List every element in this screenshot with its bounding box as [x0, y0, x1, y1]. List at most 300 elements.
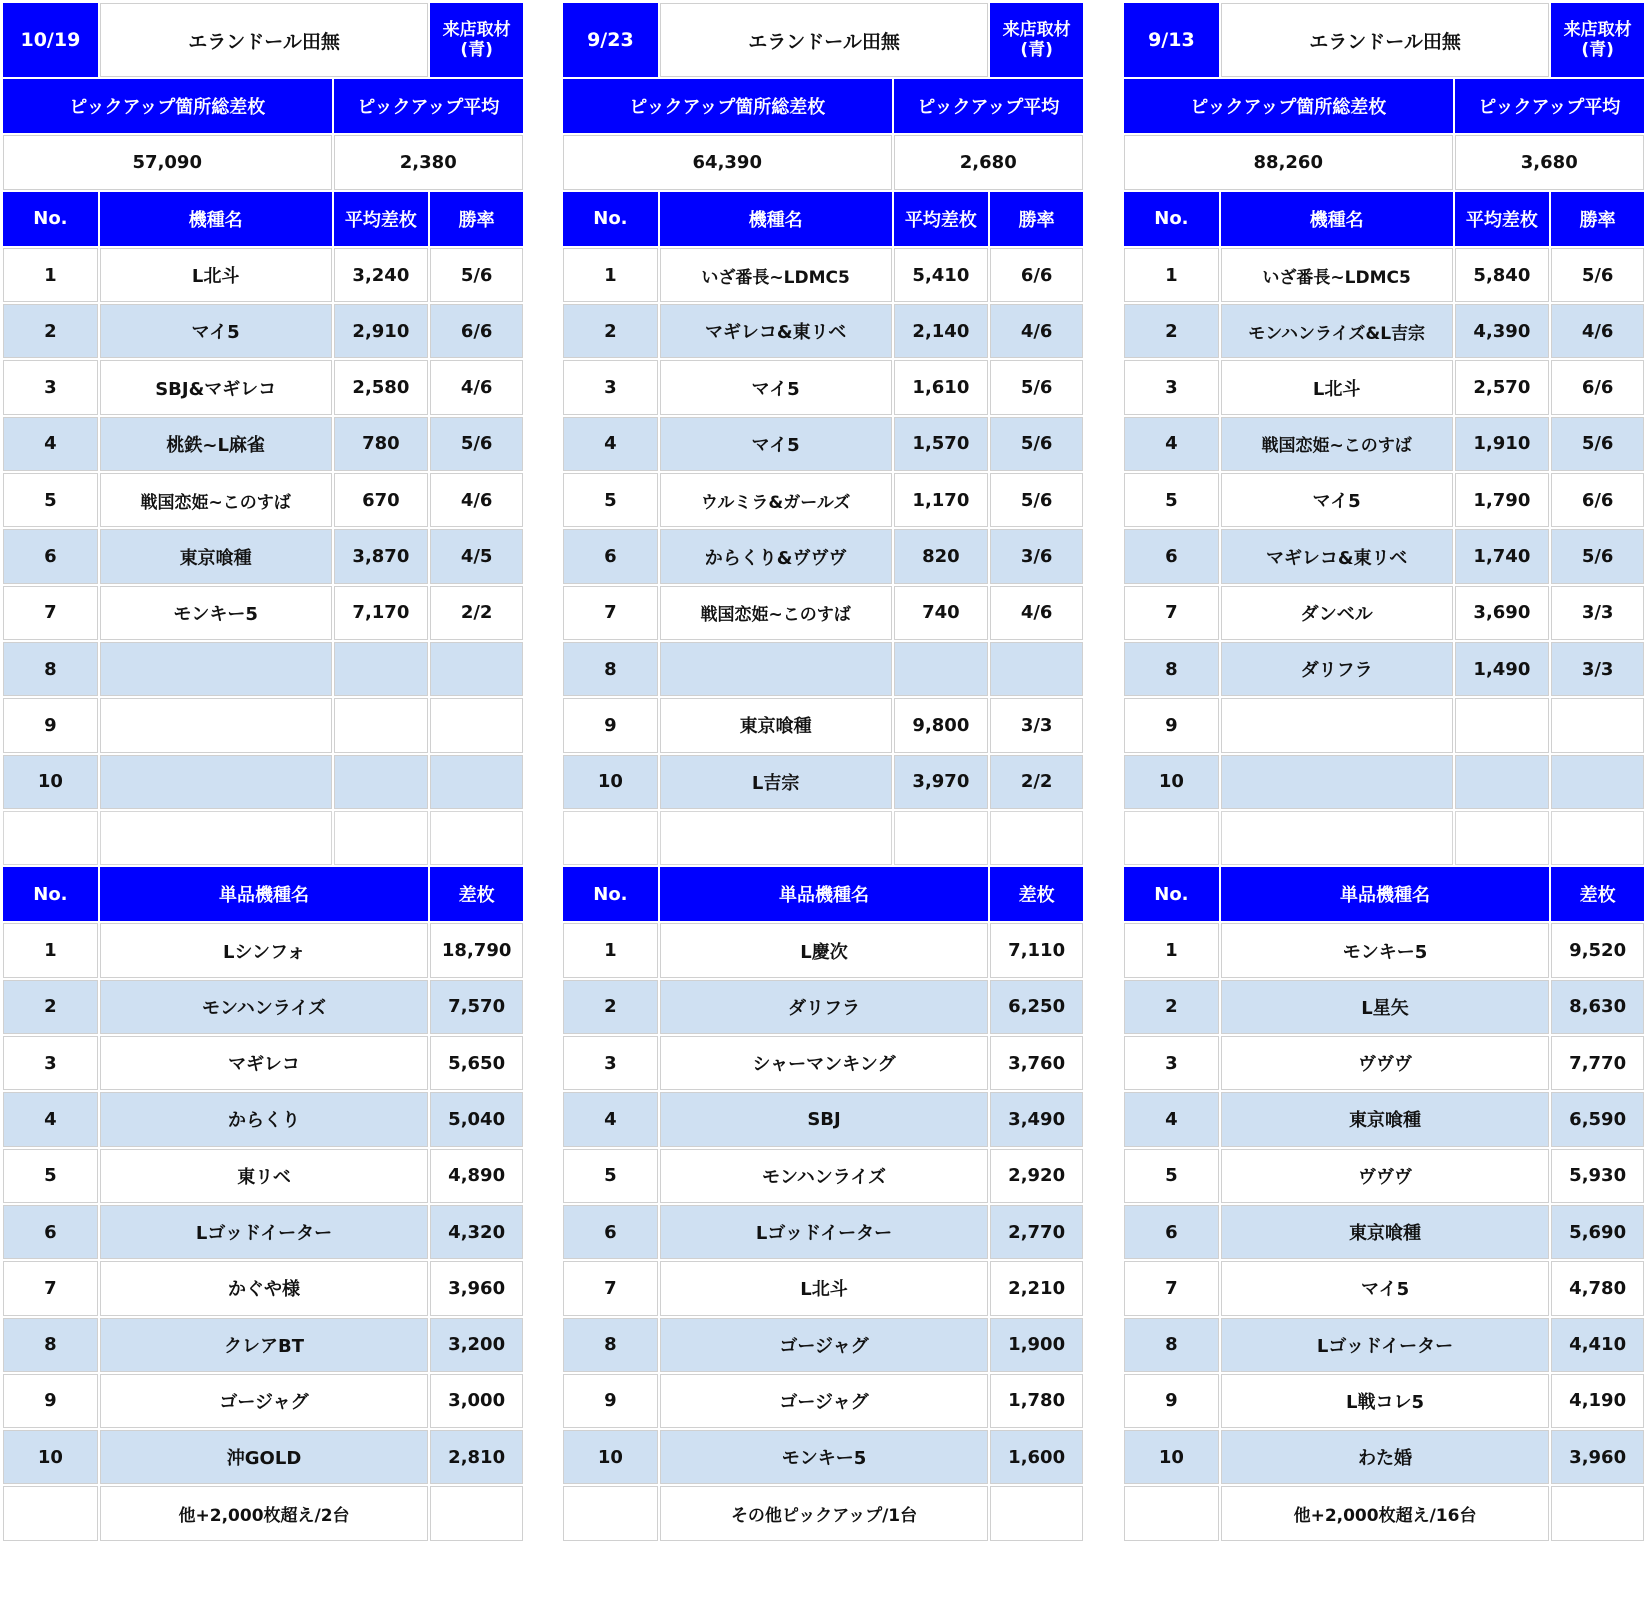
table-row — [3, 980, 523, 1034]
row-no: 8 — [563, 1318, 658, 1372]
win-rate: 4/5 — [430, 529, 523, 583]
single-model-name: L戦コレ5 — [1221, 1374, 1550, 1428]
single-model-name: モンハンライズ — [660, 1149, 989, 1203]
row-no: 5 — [3, 473, 98, 527]
single-model-name: ダリフラ — [660, 980, 989, 1034]
header-no: No. — [3, 192, 98, 246]
row-no: 7 — [1124, 586, 1219, 640]
model-name — [1221, 755, 1453, 809]
table-row — [3, 417, 523, 471]
table-row — [1124, 1205, 1644, 1259]
model-name: モンキー5 — [100, 586, 332, 640]
diff-value: 2,770 — [990, 1205, 1083, 1259]
single-model-name: L北斗 — [660, 1261, 989, 1315]
single-model-name: Lゴッドイーター — [660, 1205, 989, 1259]
header-single-model: 単品機種名 — [1221, 867, 1550, 921]
single-model-name: からくり — [100, 1092, 429, 1146]
diff-value: 3,760 — [990, 1036, 1083, 1090]
avg-diff — [1455, 755, 1550, 809]
table-row — [3, 1092, 523, 1146]
summary-header-total: ピックアップ箇所総差枚 — [3, 79, 332, 133]
table-row — [563, 1261, 1083, 1315]
win-rate: 5/6 — [430, 248, 523, 302]
single-model-name: 沖GOLD — [100, 1430, 429, 1484]
avg-diff: 5,840 — [1455, 248, 1550, 302]
avg-diff: 1,790 — [1455, 473, 1550, 527]
header-model: 機種名 — [1221, 192, 1453, 246]
row-no: 2 — [1124, 980, 1219, 1034]
avg-diff: 3,970 — [894, 755, 989, 809]
win-rate: 6/6 — [1551, 360, 1644, 414]
empty-cell — [894, 811, 989, 865]
win-rate: 5/6 — [990, 360, 1083, 414]
table-row — [3, 304, 523, 358]
model-name: マイ5 — [100, 304, 332, 358]
row-no: 8 — [3, 642, 98, 696]
tag-line: (青) — [1020, 40, 1053, 60]
model-name: 桃鉄~L麻雀 — [100, 417, 332, 471]
diff-value: 9,520 — [1551, 923, 1644, 977]
diff-value: 1,600 — [990, 1430, 1083, 1484]
empty-cell — [563, 811, 658, 865]
table-row — [563, 1374, 1083, 1428]
diff-value: 2,920 — [990, 1149, 1083, 1203]
row-no: 5 — [3, 1149, 98, 1203]
table-row — [1124, 473, 1644, 527]
table-row — [563, 586, 1083, 640]
model-name: モンハンライズ&L吉宗 — [1221, 304, 1453, 358]
row-no: 10 — [563, 1430, 658, 1484]
empty-cell — [1455, 811, 1550, 865]
summary-header-total: ピックアップ箇所総差枚 — [1124, 79, 1453, 133]
model-name — [100, 642, 332, 696]
header-single-model: 単品機種名 — [660, 867, 989, 921]
tag-line: (青) — [460, 40, 493, 60]
diff-value: 2,810 — [430, 1430, 523, 1484]
model-name — [100, 698, 332, 752]
row-no: 9 — [563, 1374, 658, 1428]
win-rate: 4/6 — [990, 586, 1083, 640]
row-no: 7 — [3, 1261, 98, 1315]
single-model-name: わた婚 — [1221, 1430, 1550, 1484]
diff-value: 3,490 — [990, 1092, 1083, 1146]
footer-note: 他+2,000枚超え/2台 — [100, 1486, 429, 1540]
empty-cell — [430, 1486, 523, 1540]
model-name: 戦国恋姫~このすば — [660, 586, 892, 640]
row-no: 3 — [1124, 360, 1219, 414]
table-row — [563, 1205, 1083, 1259]
summary-value-total: 88,260 — [1124, 135, 1453, 189]
diff-value: 3,200 — [430, 1318, 523, 1372]
table-row — [1124, 248, 1644, 302]
avg-diff: 2,140 — [894, 304, 989, 358]
footer-note: その他ピックアップ/1台 — [660, 1486, 989, 1540]
row-no: 2 — [3, 304, 98, 358]
table-row — [1124, 417, 1644, 471]
table-row — [563, 1430, 1083, 1484]
model-name — [1221, 698, 1453, 752]
single-model-name: ヴヴヴ — [1221, 1036, 1550, 1090]
tag-line: 来店取材 — [1002, 20, 1071, 40]
diff-value: 4,890 — [430, 1149, 523, 1203]
row-no: 4 — [3, 417, 98, 471]
single-model-name: 東京喰種 — [1221, 1092, 1550, 1146]
table-row — [1124, 1374, 1644, 1428]
avg-diff: 1,170 — [894, 473, 989, 527]
win-rate: 3/6 — [990, 529, 1083, 583]
row-no: 2 — [563, 304, 658, 358]
table-row — [1124, 529, 1644, 583]
row-no: 6 — [3, 1205, 98, 1259]
summary-value-average: 2,380 — [334, 135, 524, 189]
footer-note: 他+2,000枚超え/16台 — [1221, 1486, 1550, 1540]
win-rate — [430, 698, 523, 752]
table-row — [563, 360, 1083, 414]
single-model-name: モンキー5 — [1221, 923, 1550, 977]
avg-diff: 9,800 — [894, 698, 989, 752]
row-no: 5 — [1124, 473, 1219, 527]
date-cell: 9/23 — [563, 3, 658, 77]
panel-9-13 — [1124, 3, 1648, 1541]
summary-value-average: 2,680 — [894, 135, 1084, 189]
results-table — [561, 1, 1085, 1543]
row-no: 9 — [1124, 698, 1219, 752]
avg-diff: 780 — [334, 417, 429, 471]
empty-cell — [100, 811, 332, 865]
empty-cell — [1124, 811, 1219, 865]
table-row — [563, 698, 1083, 752]
diff-value: 3,000 — [430, 1374, 523, 1428]
row-no: 9 — [3, 698, 98, 752]
date-cell: 9/13 — [1124, 3, 1219, 77]
row-no: 9 — [563, 698, 658, 752]
summary-value-average: 3,680 — [1455, 135, 1645, 189]
single-model-name: マギレコ — [100, 1036, 429, 1090]
header-single-model: 単品機種名 — [100, 867, 429, 921]
table-row — [1124, 755, 1644, 809]
table-row — [3, 1149, 523, 1203]
header-no: No. — [563, 192, 658, 246]
table-row — [3, 698, 523, 752]
table-row — [563, 417, 1083, 471]
avg-diff: 2,580 — [334, 360, 429, 414]
empty-cell — [334, 811, 429, 865]
model-name — [660, 642, 892, 696]
row-no: 2 — [1124, 304, 1219, 358]
avg-diff: 1,910 — [1455, 417, 1550, 471]
empty-cell — [1124, 1486, 1219, 1540]
summary-header-average: ピックアップ平均 — [334, 79, 524, 133]
empty-cell — [660, 811, 892, 865]
results-table — [1122, 1, 1646, 1543]
row-no: 4 — [563, 1092, 658, 1146]
win-rate: 3/3 — [1551, 586, 1644, 640]
single-model-name: 東京喰種 — [1221, 1205, 1550, 1259]
table-row — [563, 980, 1083, 1034]
diff-value: 2,210 — [990, 1261, 1083, 1315]
table-row — [3, 755, 523, 809]
row-no: 7 — [563, 1261, 658, 1315]
avg-diff — [334, 642, 429, 696]
diff-value: 7,110 — [990, 923, 1083, 977]
tag-line: 来店取材 — [442, 20, 511, 40]
table-row — [563, 1092, 1083, 1146]
row-no: 2 — [563, 980, 658, 1034]
empty-cell — [3, 811, 98, 865]
row-no: 7 — [3, 586, 98, 640]
single-model-name: L慶次 — [660, 923, 989, 977]
table-row — [563, 923, 1083, 977]
model-name: ダリフラ — [1221, 642, 1453, 696]
table-row — [1124, 360, 1644, 414]
row-no: 1 — [1124, 923, 1219, 977]
summary-header-average: ピックアップ平均 — [1455, 79, 1645, 133]
model-name: マイ5 — [660, 360, 892, 414]
header-no: No. — [1124, 867, 1219, 921]
store-name: エランドール田無 — [660, 3, 989, 77]
single-model-name: マイ5 — [1221, 1261, 1550, 1315]
table-row — [563, 642, 1083, 696]
win-rate: 5/6 — [990, 473, 1083, 527]
row-no: 3 — [3, 360, 98, 414]
model-name: 戦国恋姫~このすば — [100, 473, 332, 527]
avg-diff: 3,690 — [1455, 586, 1550, 640]
table-row — [3, 1374, 523, 1428]
header-avg-diff: 平均差枚 — [334, 192, 429, 246]
single-model-name: ゴージャグ — [660, 1374, 989, 1428]
model-name: L北斗 — [100, 248, 332, 302]
coverage-tag — [1551, 3, 1644, 77]
win-rate: 5/6 — [990, 417, 1083, 471]
row-no: 7 — [563, 586, 658, 640]
header-no: No. — [1124, 192, 1219, 246]
avg-diff: 740 — [894, 586, 989, 640]
single-model-name: SBJ — [660, 1092, 989, 1146]
row-no: 3 — [3, 1036, 98, 1090]
model-name: 東京喰種 — [660, 698, 892, 752]
row-no: 7 — [1124, 1261, 1219, 1315]
win-rate: 4/6 — [430, 360, 523, 414]
diff-value: 3,960 — [1551, 1430, 1644, 1484]
table-row — [563, 1036, 1083, 1090]
header-diff: 差枚 — [430, 867, 523, 921]
table-row — [1124, 1261, 1644, 1315]
empty-cell — [990, 811, 1083, 865]
model-name: 東京喰種 — [100, 529, 332, 583]
single-model-name: Lシンフォ — [100, 923, 429, 977]
win-rate — [430, 755, 523, 809]
table-row — [3, 529, 523, 583]
table-row — [563, 1318, 1083, 1372]
row-no: 5 — [563, 473, 658, 527]
empty-cell — [3, 1486, 98, 1540]
tag-line: 来店取材 — [1563, 20, 1632, 40]
table-row — [3, 473, 523, 527]
win-rate: 3/3 — [990, 698, 1083, 752]
header-model: 機種名 — [660, 192, 892, 246]
table-row — [563, 529, 1083, 583]
row-no: 6 — [1124, 529, 1219, 583]
single-model-name: L星矢 — [1221, 980, 1550, 1034]
row-no: 6 — [563, 529, 658, 583]
header-no: No. — [3, 867, 98, 921]
model-name: マギレコ&東リベ — [1221, 529, 1453, 583]
model-name: SBJ&マギレコ — [100, 360, 332, 414]
row-no: 1 — [563, 248, 658, 302]
row-no: 4 — [3, 1092, 98, 1146]
row-no: 1 — [3, 248, 98, 302]
win-rate: 4/6 — [990, 304, 1083, 358]
header-avg-diff: 平均差枚 — [894, 192, 989, 246]
header-win-rate: 勝率 — [990, 192, 1083, 246]
single-model-name: クレアBT — [100, 1318, 429, 1372]
diff-value: 5,040 — [430, 1092, 523, 1146]
header-no: No. — [563, 867, 658, 921]
diff-value: 5,650 — [430, 1036, 523, 1090]
single-model-name: ゴージャグ — [100, 1374, 429, 1428]
table-row — [1124, 1149, 1644, 1203]
diff-value: 4,190 — [1551, 1374, 1644, 1428]
model-name: マギレコ&東リベ — [660, 304, 892, 358]
table-row — [1124, 304, 1644, 358]
table-row — [3, 1261, 523, 1315]
row-no: 4 — [1124, 417, 1219, 471]
single-model-name: 東リベ — [100, 1149, 429, 1203]
avg-diff — [1455, 698, 1550, 752]
avg-diff — [894, 642, 989, 696]
store-name: エランドール田無 — [100, 3, 429, 77]
summary-header-total: ピックアップ箇所総差枚 — [563, 79, 892, 133]
win-rate: 6/6 — [990, 248, 1083, 302]
table-row — [3, 1318, 523, 1372]
diff-value: 18,790 — [430, 923, 523, 977]
model-name: ウルミラ&ガールズ — [660, 473, 892, 527]
diff-value: 5,930 — [1551, 1149, 1644, 1203]
empty-cell — [1221, 811, 1453, 865]
row-no: 6 — [1124, 1205, 1219, 1259]
table-row — [1124, 1318, 1644, 1372]
model-name: いざ番長~LDMC5 — [1221, 248, 1453, 302]
avg-diff: 1,610 — [894, 360, 989, 414]
avg-diff: 820 — [894, 529, 989, 583]
avg-diff: 1,490 — [1455, 642, 1550, 696]
row-no: 8 — [1124, 1318, 1219, 1372]
win-rate: 6/6 — [430, 304, 523, 358]
header-model: 機種名 — [100, 192, 332, 246]
avg-diff: 5,410 — [894, 248, 989, 302]
table-row — [3, 642, 523, 696]
table-row — [1124, 1430, 1644, 1484]
row-no: 1 — [3, 923, 98, 977]
win-rate: 5/6 — [1551, 248, 1644, 302]
table-row — [3, 923, 523, 977]
win-rate: 5/6 — [1551, 417, 1644, 471]
win-rate: 4/6 — [1551, 304, 1644, 358]
table-row — [1124, 586, 1644, 640]
model-name: からくり&ヴヴヴ — [660, 529, 892, 583]
model-name: 戦国恋姫~このすば — [1221, 417, 1453, 471]
results-table — [1, 1, 525, 1543]
win-rate — [990, 642, 1083, 696]
avg-diff: 670 — [334, 473, 429, 527]
single-model-name: ヴヴヴ — [1221, 1149, 1550, 1203]
table-row — [3, 360, 523, 414]
row-no: 10 — [3, 1430, 98, 1484]
row-no: 4 — [563, 417, 658, 471]
diff-value: 8,630 — [1551, 980, 1644, 1034]
row-no: 6 — [3, 529, 98, 583]
row-no: 10 — [3, 755, 98, 809]
diff-value: 6,590 — [1551, 1092, 1644, 1146]
summary-value-total: 64,390 — [563, 135, 892, 189]
row-no: 5 — [563, 1149, 658, 1203]
header-win-rate: 勝率 — [430, 192, 523, 246]
header-diff: 差枚 — [1551, 867, 1644, 921]
diff-value: 5,690 — [1551, 1205, 1644, 1259]
win-rate: 6/6 — [1551, 473, 1644, 527]
model-name: L北斗 — [1221, 360, 1453, 414]
row-no: 8 — [1124, 642, 1219, 696]
win-rate: 2/2 — [430, 586, 523, 640]
diff-value: 6,250 — [990, 980, 1083, 1034]
header-win-rate: 勝率 — [1551, 192, 1644, 246]
panel-10-19 — [3, 3, 527, 1541]
diff-value: 1,900 — [990, 1318, 1083, 1372]
table-row — [1124, 980, 1644, 1034]
row-no: 10 — [1124, 1430, 1219, 1484]
row-no: 9 — [3, 1374, 98, 1428]
empty-cell — [990, 1486, 1083, 1540]
row-no: 8 — [3, 1318, 98, 1372]
row-no: 1 — [1124, 248, 1219, 302]
table-row — [3, 586, 523, 640]
model-name: ダンベル — [1221, 586, 1453, 640]
empty-cell — [1551, 811, 1644, 865]
table-row — [1124, 1036, 1644, 1090]
win-rate — [1551, 698, 1644, 752]
diff-value: 7,770 — [1551, 1036, 1644, 1090]
empty-cell — [1551, 1486, 1644, 1540]
summary-value-total: 57,090 — [3, 135, 332, 189]
single-model-name: ゴージャグ — [660, 1318, 989, 1372]
row-no: 3 — [563, 360, 658, 414]
win-rate — [1551, 755, 1644, 809]
row-no: 1 — [563, 923, 658, 977]
single-model-name: モンハンライズ — [100, 980, 429, 1034]
empty-cell — [430, 811, 523, 865]
summary-header-average: ピックアップ平均 — [894, 79, 1084, 133]
table-row — [3, 1430, 523, 1484]
single-model-name: Lゴッドイーター — [100, 1205, 429, 1259]
diff-value: 1,780 — [990, 1374, 1083, 1428]
model-name: L吉宗 — [660, 755, 892, 809]
table-row — [563, 1149, 1083, 1203]
header-diff: 差枚 — [990, 867, 1083, 921]
row-no: 3 — [563, 1036, 658, 1090]
table-row — [1124, 698, 1644, 752]
table-row — [1124, 642, 1644, 696]
avg-diff: 4,390 — [1455, 304, 1550, 358]
win-rate: 5/6 — [430, 417, 523, 471]
table-row — [3, 1036, 523, 1090]
avg-diff — [334, 698, 429, 752]
table-row — [3, 248, 523, 302]
table-row — [1124, 923, 1644, 977]
table-row — [1124, 1092, 1644, 1146]
table-row — [563, 248, 1083, 302]
diff-value: 4,410 — [1551, 1318, 1644, 1372]
win-rate: 4/6 — [430, 473, 523, 527]
